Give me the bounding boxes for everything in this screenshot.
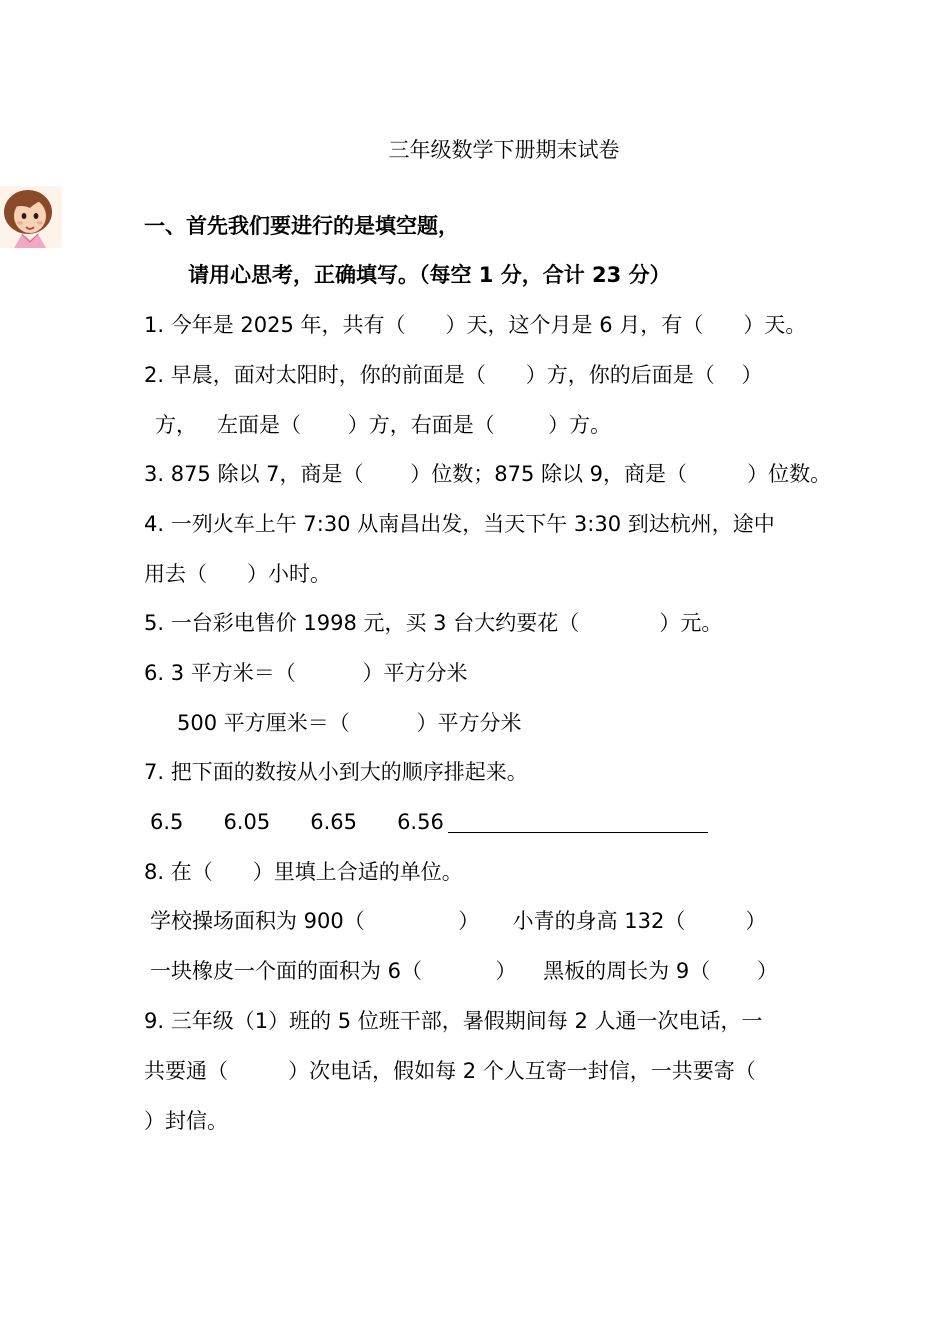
question-6-part-2: 500 平方厘米＝（ ）平方分米 — [177, 711, 522, 735]
section-heading: 一、首先我们要进行的是填空题， — [144, 214, 459, 238]
section-instructions: 请用心思考，正确填写。（每空 1 分，合计 23 分） — [188, 263, 671, 287]
question-9: 9. 三年级（1）班的 5 位班干部，暑假期间每 2 人通一次电话，一 — [144, 1009, 763, 1033]
question-3: 3. 875 除以 7，商是（ ）位数；875 除以 9，商是（ ）位数。 — [144, 462, 832, 486]
question-7-numbers: 6.5 6.05 6.65 6.56 — [150, 810, 444, 834]
question-8-row-1: 学校操场面积为 900（ ） 小青的身高 132（ ） — [150, 909, 767, 933]
cartoon-girl-icon — [0, 186, 62, 248]
avatar — [0, 186, 62, 248]
question-8: 8. 在（ ）里填上合适的单位。 — [144, 860, 463, 884]
question-4: 4. 一列火车上午 7:30 从南昌出发，当天下午 3:30 到达杭州，途中 — [144, 512, 775, 536]
question-2-continued: 方， 左面是（ ）方，右面是（ ）方。 — [155, 413, 612, 437]
question-7: 7. 把下面的数按从小到大的顺序排起来。 — [144, 760, 528, 784]
page-title: 三年级数学下册期末试卷 — [388, 138, 620, 162]
question-6: 6. 3 平方米＝（ ）平方分米 — [144, 661, 468, 685]
question-5: 5. 一台彩电售价 1998 元，买 3 台大约要花（ ）元。 — [144, 611, 723, 635]
question-1: 1. 今年是 2025 年，共有（ ）天，这个月是 6 月，有（ ）天。 — [144, 313, 807, 337]
answer-blank-line — [448, 832, 708, 833]
question-8-row-2: 一块橡皮一个面的面积为 6（ ） 黑板的周长为 9（ ） — [150, 959, 778, 983]
question-2: 2. 早晨，面对太阳时，你的前面是（ ）方，你的后面是（ ） — [144, 363, 763, 387]
question-9-continued: 共要通（ ）次电话，假如每 2 个人互寄一封信，一共要寄（ — [144, 1059, 756, 1083]
question-4-continued: 用去（ ）小时。 — [144, 562, 332, 586]
question-9-end: ）封信。 — [144, 1109, 228, 1133]
